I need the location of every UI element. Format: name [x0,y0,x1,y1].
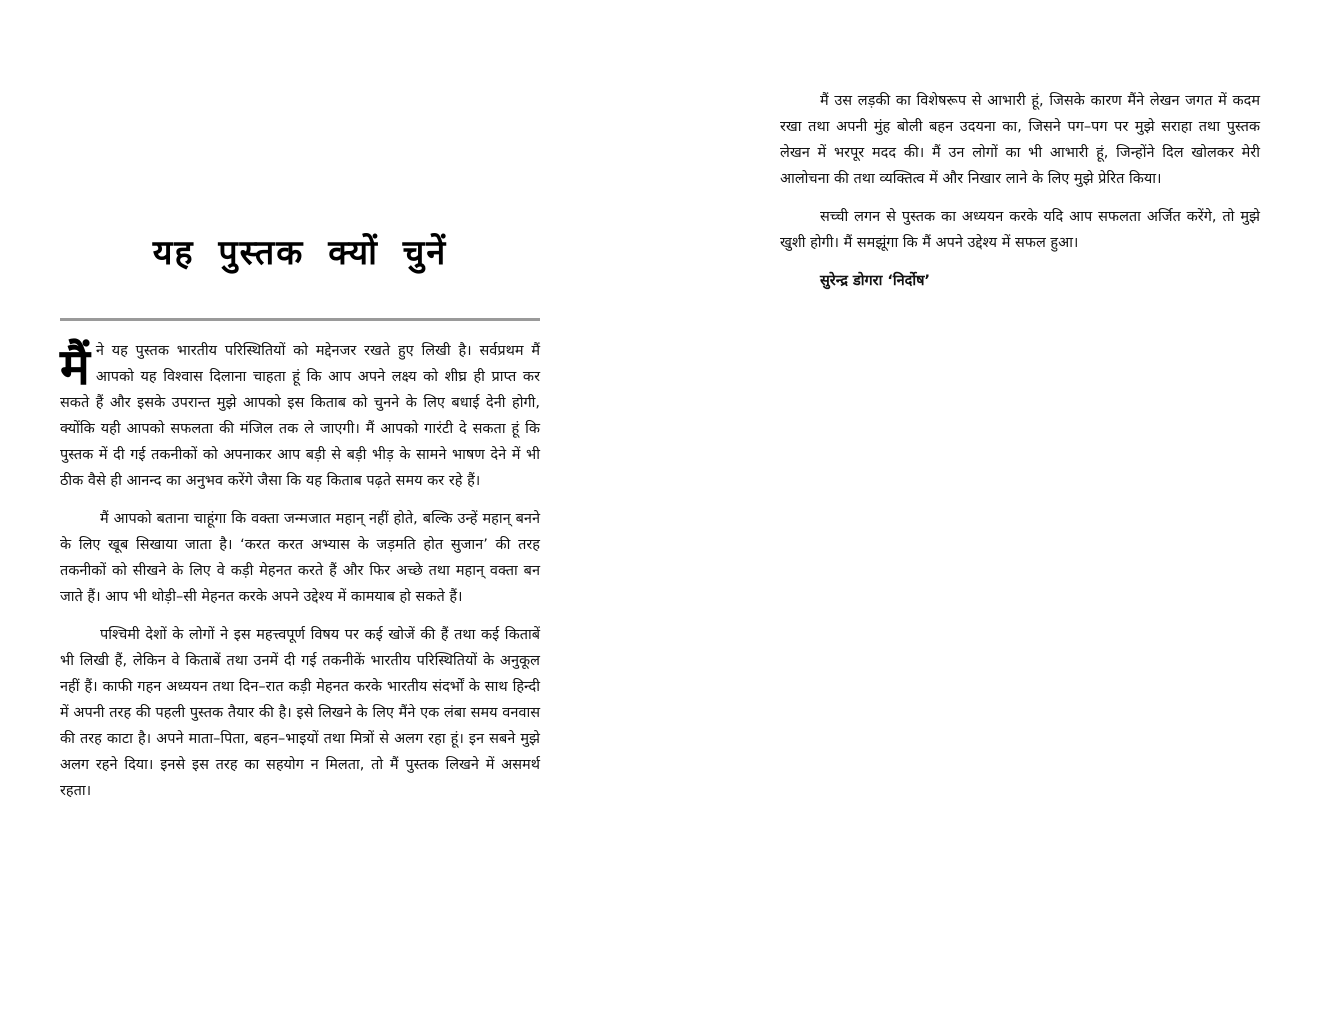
title-divider [60,318,540,321]
paragraph-3: पश्चिमी देशों के लोगों ने इस महत्त्वपूर्ण विषय पर कई खोजें की हैं तथा कई किताबें भी लिखी हैं, लेकिन वे किताबें तथा उनमें दी गई तकनीकें भारतीय परिस्थितियों के अनुकूल नहीं हैं। काफी गहन अध्ययन तथा दिन–रात कड़ी मेहनत करके भारतीय संदर्भों के साथ हिन्दी में अपनी तरह की पहली पुस्तक तैयार की है। इसे लिखने के लिए मैंने एक लंबा समय वनवास की तरह काटा है। अपने माता–पिता, बहन–भाइयों तथा मित्रों से अलग रहा हूं। इन सबने मुझे अलग रहने दिया। इनसे इस तरह का सहयोग न मिलता, तो मैं पुस्तक लिखने में असमर्थ रहता। [60,627,540,799]
paragraph-2: मैं आपको बताना चाहूंगा कि वक्ता जन्मजात महान् नहीं होते, बल्कि उन्हें महान् बनने के लिए खूब सिखाया जाता है। ‘करत करत अभ्यास के जड़मति होत सुजान’ की तरह तकनीकों को सीखने के लिए वे कड़ी मेहनत करते हैं और फिर अच्छे तथा महान् वक्ता बन जाते हैं। आप भी थोड़ी–सी मेहनत करके अपने उद्देश्य में कामयाब हो सकते हैं। [60,511,540,605]
chapter-title: यह पुस्तक क्यों चुनें [152,233,448,273]
paragraph-1-text: ने यह पुस्तक भारतीय परिस्थितियों को मद्देनजर रखते हुए लिखी है। सर्वप्रथम मैं आपको यह विश्वास दिलाना चाहता हूं कि आप अपने लक्ष्य को शीघ्र ही प्राप्त कर सकते हैं और इसके उपरान्त मुझे आपको इस किताब को चुनने के लिए बधाई देनी होगी, क्योंकि यही आपको सफलता की मंजिल तक ले जाएगी। मैं आपको गारंटी दे सकता हूं कि पुस्तक में दी गई तकनीकों को अपनाकर आप बड़ी से बड़ी भीड़ के सामने भाषण देने में भी ठीक वैसे ही आनन्द का अनुभव करेंगे जैसा कि यह किताब पढ़ते समय कर रहे हैं। [60,343,540,489]
drop-cap: मैं [60,338,90,396]
left-body-text [60,338,540,816]
right-page [660,0,1320,1020]
paragraph-1 [60,338,540,494]
acknowledgement-paragraph: मैं उस लड़की का विशेषरूप से आभारी हूं, जिसके कारण मैंने लेखन जगत में कदम रखा तथा अपनी मुंह बोली बहन उदयना का, जिसने पग–पग पर मुझे सराहा तथा पुस्तक लेखन में भरपूर मदद की। मैं उन लोगों का भी आभारी हूं, जिन्होंने दिल खोलकर मेरी आलोचना की तथा व्यक्तित्व में और निखार लाने के लिए मुझे प्रेरित किया। [780,93,1260,187]
author-signature: सुरेन्द्र डोगरा ‘निर्दोष’ [820,273,931,289]
right-body-text [780,88,1260,306]
closing-paragraph: सच्ची लगन से पुस्तक का अध्ययन करके यदि आप सफलता अर्जित करेंगे, तो मुझे खुशी होगी। मैं समझूंगा कि मैं अपने उद्देश्य में सफल हुआ। [780,209,1260,251]
